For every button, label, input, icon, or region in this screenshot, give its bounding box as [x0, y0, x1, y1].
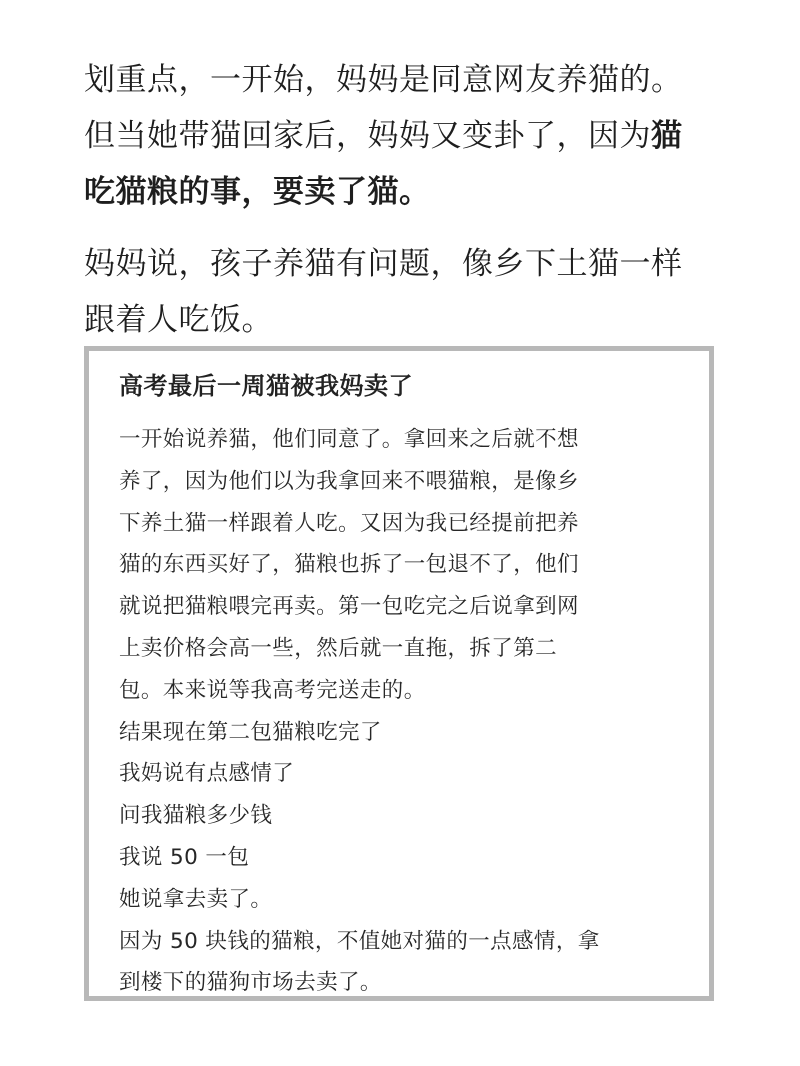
quoted-post-line: 我说 50 一包 [119, 844, 250, 870]
intro-paragraph-2 [84, 236, 734, 348]
quoted-post-line: 到楼下的猫狗市场去卖了。 [119, 970, 382, 996]
intro-paragraph-1 [84, 52, 734, 220]
intro-line-3-highlight: 吃猫粮的事，要卖了猫。 [84, 174, 431, 210]
quoted-post-body [119, 419, 689, 1004]
quoted-post-line: 下养土猫一样跟着人吃。又因为我已经提前把养 [119, 510, 579, 536]
quoted-post-line: 她说拿去卖了。 [119, 886, 273, 912]
quoted-post-line: 包。本来说等我高考完送走的。 [119, 677, 426, 703]
intro-line-5: 跟着人吃饭。 [84, 302, 273, 338]
intro-line-1: 划重点，一开始，妈妈是同意网友养猫的。 [84, 62, 683, 98]
quoted-post-screenshot [84, 346, 714, 1001]
quoted-post-line: 问我猫粮多少钱 [119, 803, 273, 829]
quoted-post-title: 高考最后一周猫被我妈卖了 [119, 372, 413, 400]
quoted-post-line: 上卖价格会高一些，然后就一直拖，拆了第二 [119, 635, 558, 661]
intro-line-2: 但当她带猫回家后，妈妈又变卦了，因为 [84, 118, 651, 154]
intro-line-2-highlight: 猫 [651, 118, 683, 154]
quoted-post-line: 因为 50 块钱的猫粮，不值她对猫的一点感情，拿 [119, 928, 600, 954]
quoted-post-line: 养了，因为他们以为我拿回来不喂猫粮，是像乡 [119, 468, 579, 494]
quoted-post-line: 就说把猫粮喂完再卖。第一包吃完之后说拿到网 [119, 594, 579, 620]
quoted-post-line: 一开始说养猫，他们同意了。拿回来之后就不想 [119, 427, 579, 452]
intro-text [84, 52, 734, 348]
intro-line-4: 妈妈说，孩子养猫有问题，像乡下土猫一样 [84, 246, 683, 282]
quoted-post-line: 猫的东西买好了，猫粮也拆了一包退不了，他们 [119, 552, 579, 578]
quoted-post-line: 我妈说有点感情了 [119, 761, 295, 787]
quoted-post-line: 结果现在第二包猫粮吃完了 [119, 719, 382, 745]
